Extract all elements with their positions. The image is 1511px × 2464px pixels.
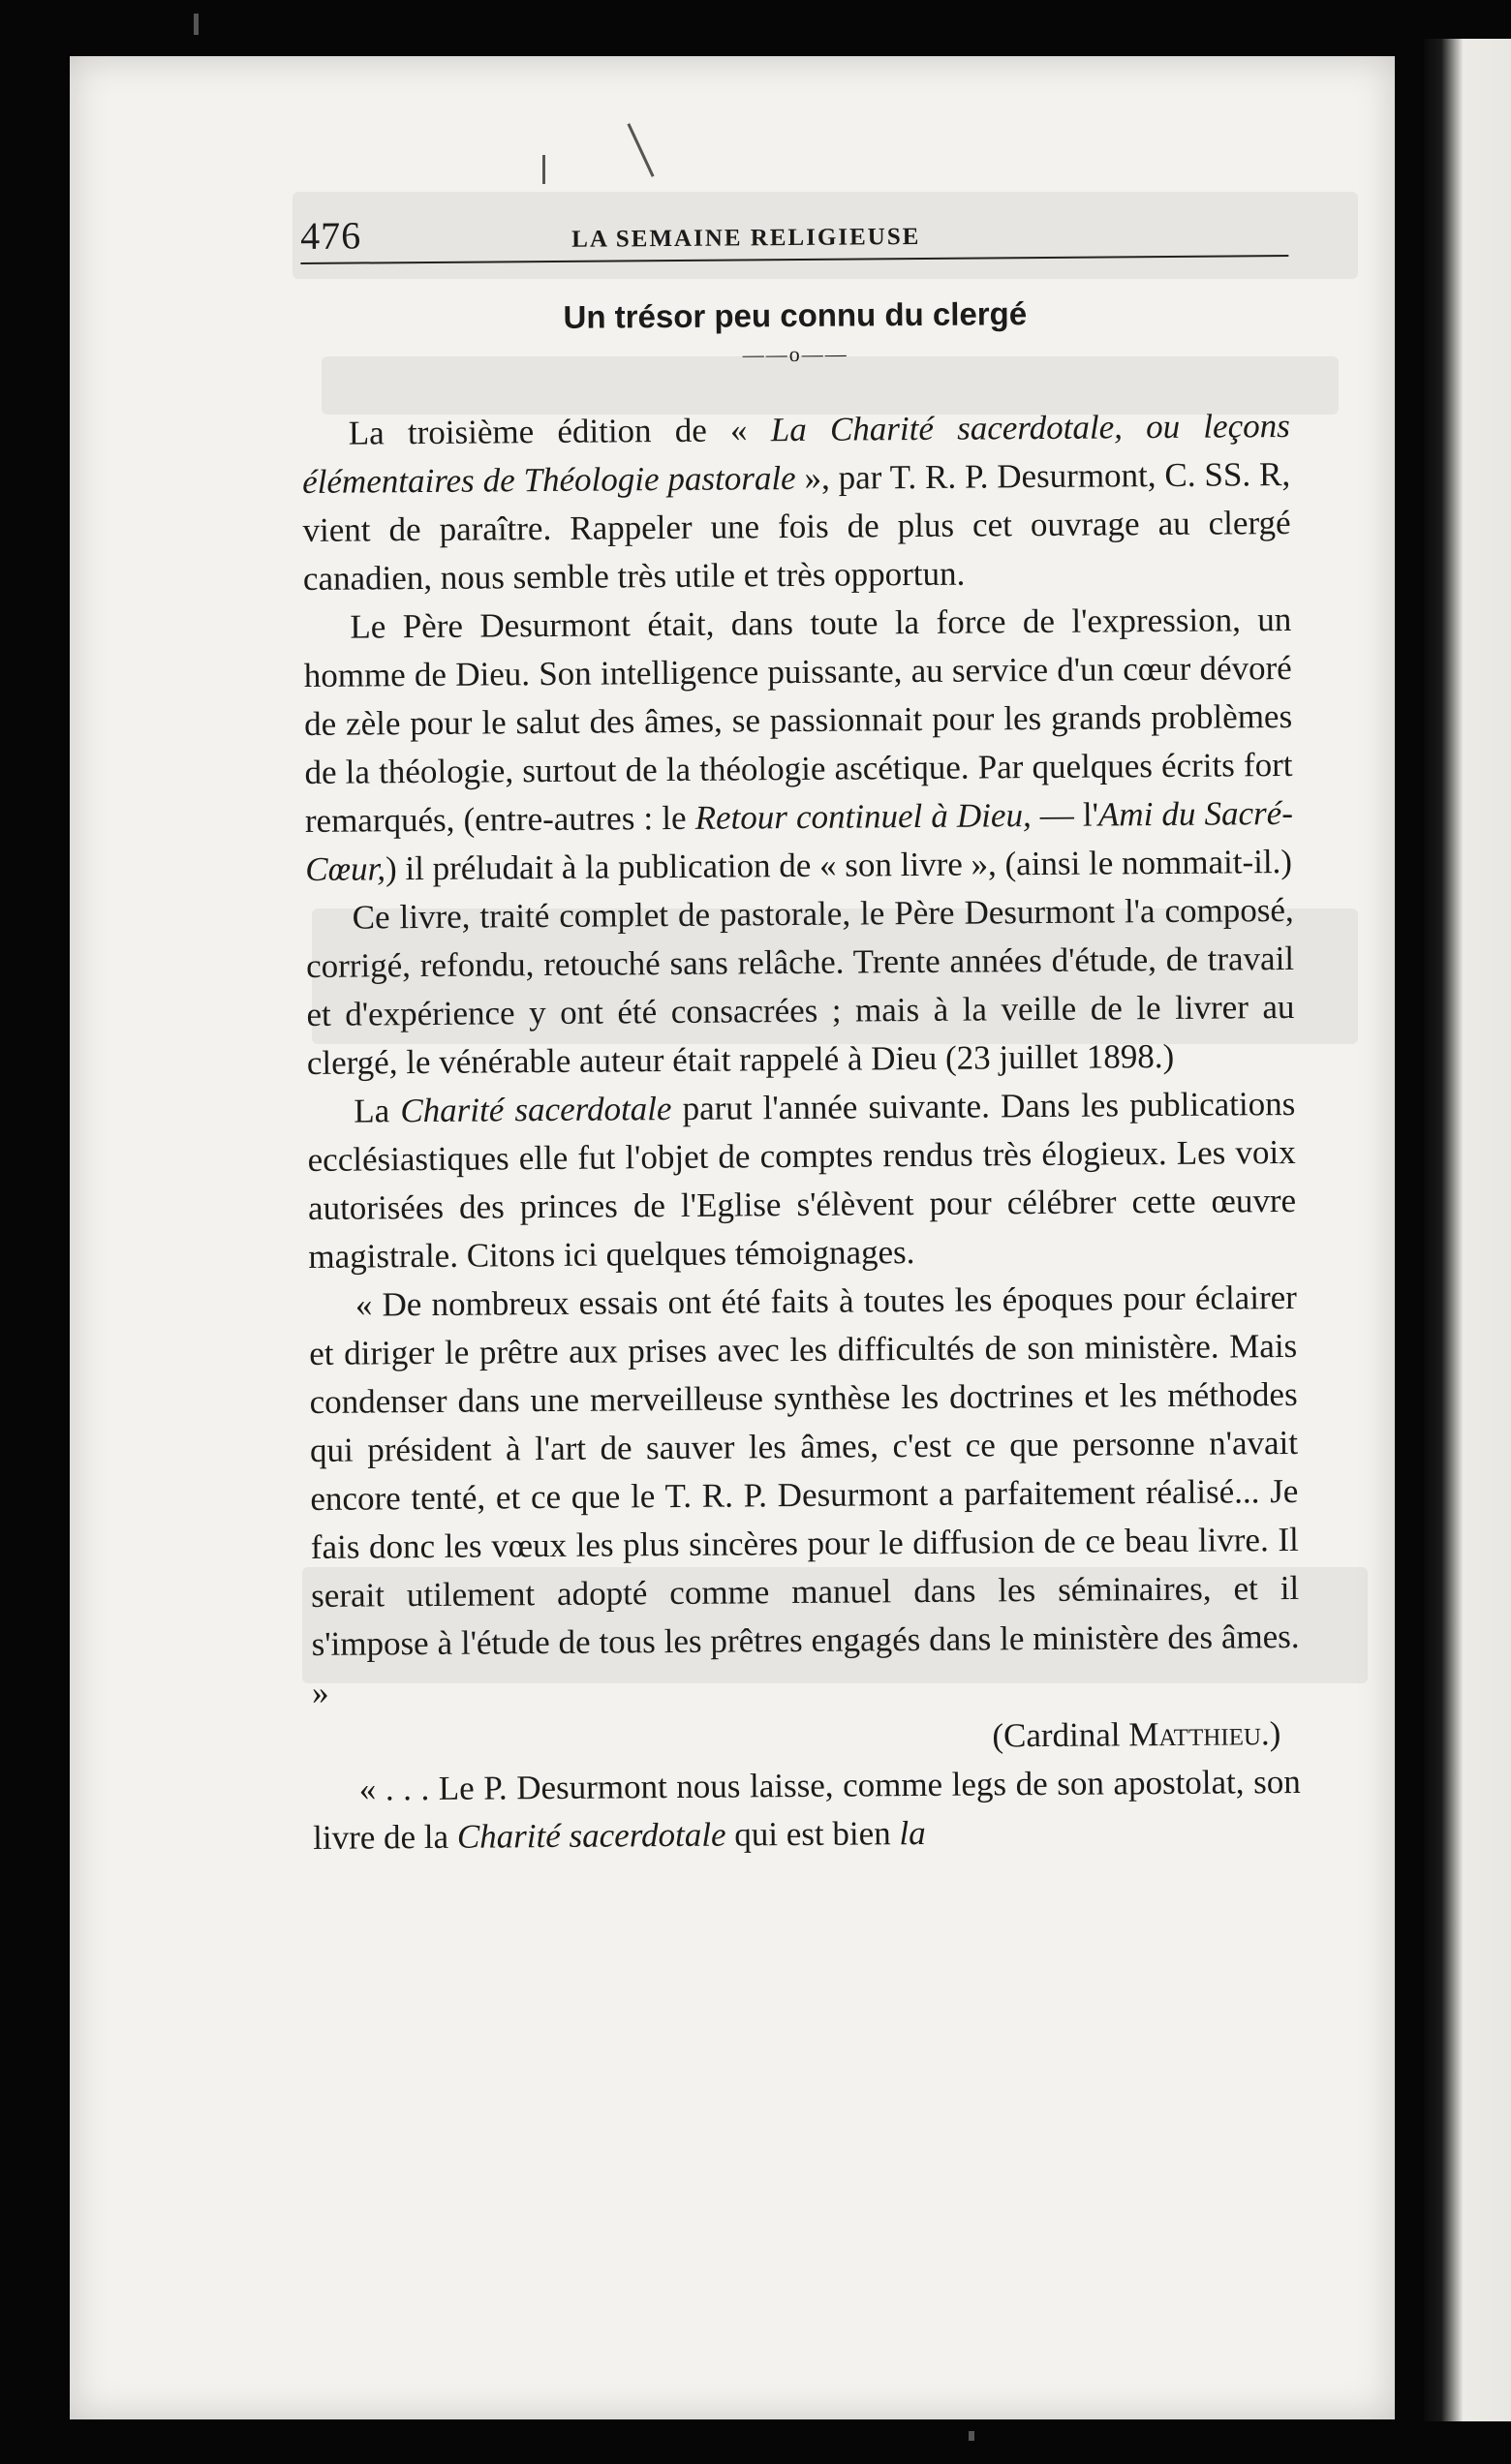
page-header (300, 205, 1288, 264)
running-head: LA SEMAINE RELIGIEUSE (571, 223, 921, 253)
article-title: Un trésor peu connu du clergé (563, 295, 1028, 335)
quote-attribution: (Cardinal Matthieu.) (992, 1714, 1281, 1755)
paragraph-2: Le Père Desurmont était, dans toute la force de l'expression, un homme de Dieu. Son intelligence puissante, au service d'un cœur dévoré de zèle pour le salut des âmes, se passionnait pour les grands problèmes de la théologie, surtout de la théologie ascétique. Par quelques écrits fort remarqués, (entre-autres : le Retour continuel à Dieu, — l'Ami du Sacré-Cœur,) il préludait à la publication de « son livre », (ainsi le nommait-il.) (303, 600, 1294, 888)
scan-mark (194, 14, 199, 35)
paragraph-3: Ce livre, traité complet de pastorale, le Père Desurmont l'a composé, corrigé, refondu, retouché sans relâche. Trente années d'étude, de travail et d'expérience y ont été consacrées ; mais à la veille de le livrer au clergé, le vénérable auteur était rappelé à Dieu (23 juillet 1898.) (305, 890, 1295, 1082)
scan-mark (969, 2431, 974, 2441)
page-content (300, 205, 1301, 1863)
page-number: 476 (300, 213, 362, 258)
paragraph-6: « . . . Le P. Desurmont nous laisse, comme legs de son apostolat, son livre de la Charité sacerdotale qui est bien la (313, 1762, 1301, 1857)
paragraph-1: La troisième édition de « La Charité sacerdotale, ou leçons élémentaires de Théologie pastorale », par T. R. P. Desurmont, C. SS. R, vient de paraître. Rappeler une fois de plus cet ouvrage au clergé canadien, nous semble très utile et très opportun. (302, 406, 1291, 598)
quote-paragraph: « De nombreux essais ont été faits à toutes les époques pour éclairer et diriger le prêtre aux prises avec les difficultés de son ministère. Mais condenser dans une merveilleuse synthèse les doctrines et les méthodes qui président à l'art de sauver les âmes, c'est ce que personne n'avait encore tenté, et ce que le T. R. P. Desurmont a parfaitement réalisé... Je fais donc les vœux les plus sincères pour le diffusion de ce beau livre. Il serait utilement adopté comme manuel dans les séminaires, et il s'impose à l'étude de tous les prêtres engagés dans le ministère des âmes. » (309, 1278, 1300, 1711)
scan-mark (542, 155, 545, 184)
title-ornament: ——o—— (742, 341, 848, 367)
adjacent-page-edge (1424, 39, 1511, 2421)
paragraph-4: La Charité sacerdotale parut l'année suivante. Dans les publications ecclésiastiques elle fut l'objet de comptes rendus très élogieux. Les voix autorisées des princes de l'Eglise s'élèvent pour célébrer cette œuvre magistrale. Citons ici quelques témoignages. (307, 1084, 1297, 1276)
